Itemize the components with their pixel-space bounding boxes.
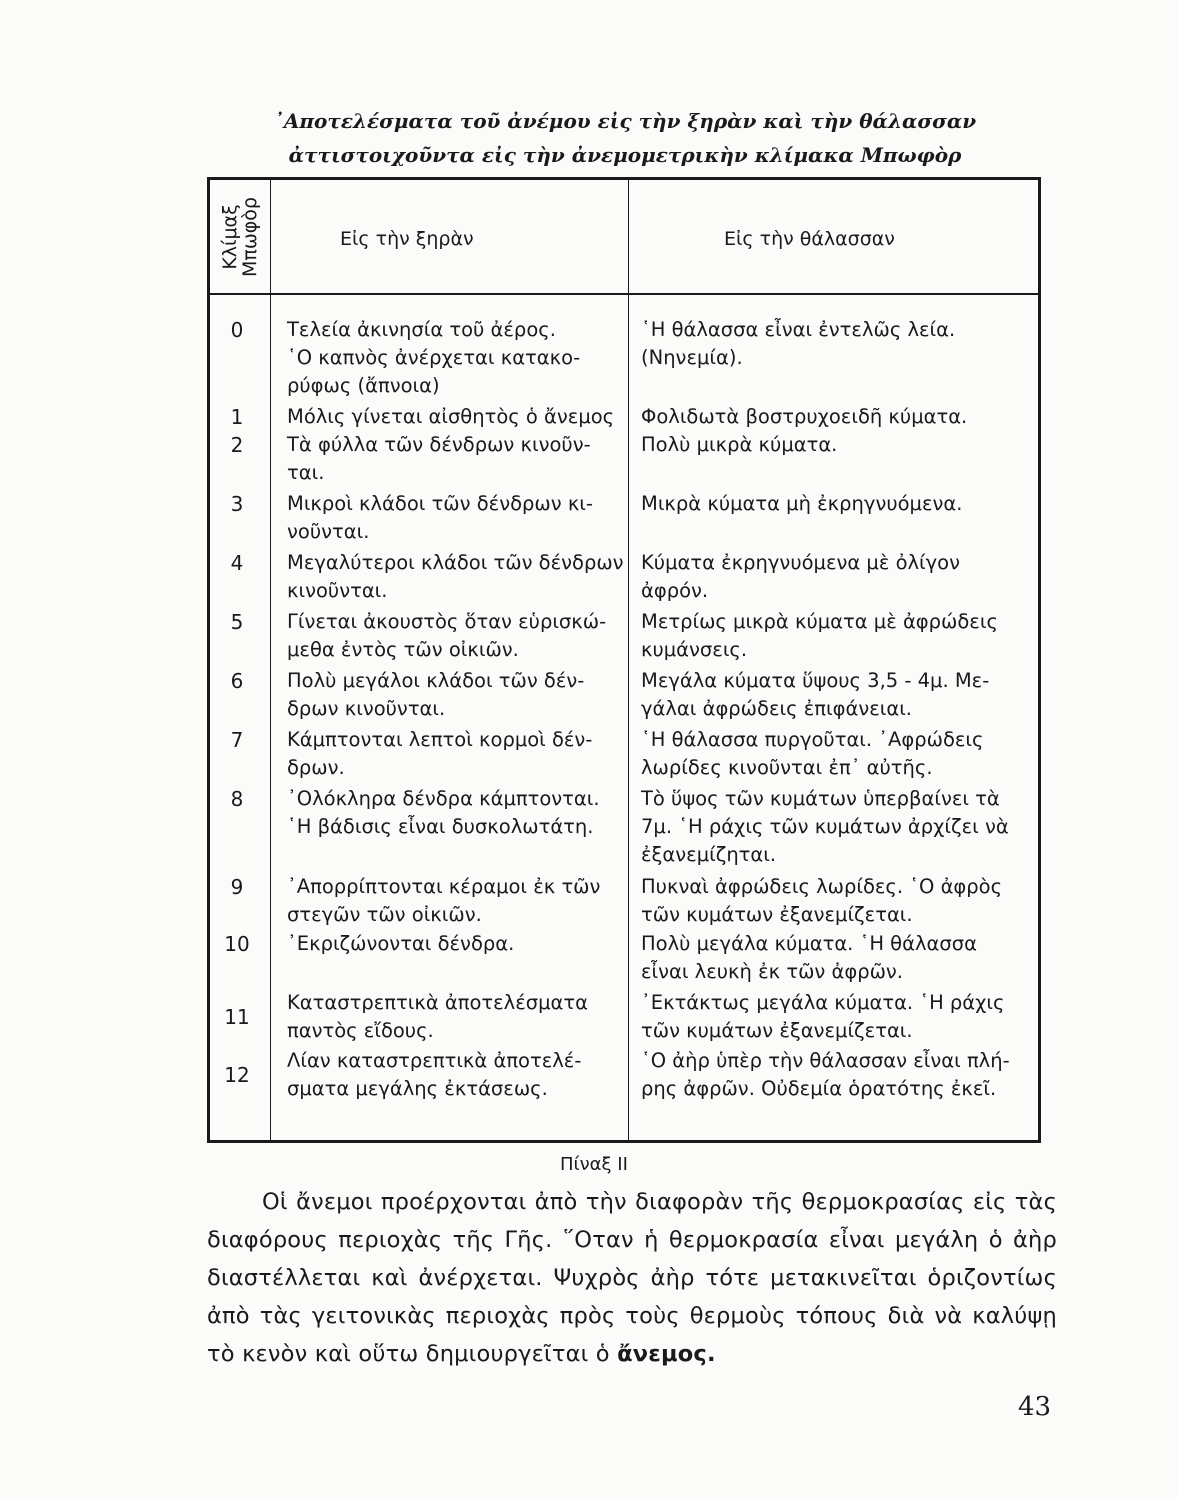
- row-land-effect: Γίνεται ἀκουστὸς ὅταν εὑρισκώ- μεθα ἐντὸς τῶν οἰκιῶν.: [287, 610, 607, 661]
- row-scale-number: 9: [230, 875, 244, 899]
- row-land-effect: ᾿Ολόκληρα δένδρα κάμπτονται. ῾Η βάδισις εἶναι δυσκολωτάτη.: [287, 787, 600, 838]
- row-sea-effect: ῾Η θάλασσα πυργοῦται. ᾿Αφρώδεις λωρίδες κινοῦνται ἐπ᾿ αὐτῆς.: [641, 728, 984, 779]
- header-scale: Κλίμαξ Μπωφὸρ: [219, 196, 261, 277]
- row-scale-number: 0: [230, 318, 244, 342]
- row-scale-number: 8: [230, 787, 244, 811]
- row-scale-number: 12: [224, 1063, 250, 1087]
- header-divider: [210, 293, 1038, 295]
- row-scale-number: 1: [230, 405, 244, 429]
- row-land-effect: Λίαν καταστρεπτικὰ ἀποτελέ- σματα μεγάλης ἐκτάσεως.: [287, 1049, 582, 1100]
- row-land-effect: Μόλις γίνεται αἰσθητὸς ὁ ἄνεμος: [287, 405, 615, 428]
- row-land-effect: Τὰ φύλλα τῶν δένδρων κινοῦν- ται.: [287, 433, 591, 484]
- row-sea-effect: Μετρίως μικρὰ κύματα μὲ ἀφρώδεις κυμάνσεις.: [641, 610, 998, 661]
- row-sea-effect: Τὸ ὕψος τῶν κυμάτων ὑπερβαίνει τὰ 7μ. ῾Η ράχις τῶν κυμάτων ἀρχίζει νὰ ἐξανεμίζηται.: [641, 787, 1009, 866]
- row-land-effect: Μεγαλύτεροι κλάδοι τῶν δένδρων κινοῦνται.: [287, 551, 624, 602]
- row-sea-effect: ῾Η θάλασσα εἶναι ἐντελῶς λεία. (Νηνεμία).: [641, 318, 956, 369]
- row-scale-number: 7: [230, 728, 244, 752]
- row-sea-effect: Πυκναὶ ἀφρώδεις λωρίδες. ῾Ο ἀφρὸς τῶν κυμάτων ἐξανεμίζεται.: [641, 875, 1003, 926]
- row-land-effect: Μικροὶ κλάδοι τῶν δένδρων κι- νοῦνται.: [287, 492, 593, 543]
- row-land-effect: Κάμπτονται λεπτοὶ κορμοὶ δέν- δρων.: [287, 728, 593, 779]
- table-title-line-2: ἀττιστοιχοῦντα εἰς τὴν ἀνεμομετρικὴν κλίμακα Μπωφὸρ: [288, 143, 962, 167]
- row-sea-effect: Κύματα ἐκρηγνυόμενα μὲ ὀλίγον ἀφρόν.: [641, 551, 961, 602]
- table-caption: Πίναξ ΙΙ: [560, 1154, 628, 1175]
- row-scale-number: 2: [230, 433, 244, 457]
- row-land-effect: ᾿Εκριζώνονται δένδρα.: [287, 932, 515, 955]
- row-sea-effect: ᾿Εκτάκτως μεγάλα κύματα. ῾Η ράχις τῶν κυμάτων ἐξανεμίζεται.: [641, 991, 1005, 1042]
- row-sea-effect: ῾Ο ἀὴρ ὑπὲρ τὴν θάλασσαν εἶναι πλή- ρης ἀφρῶν. Οὐδεμία ὁρατότης ἐκεῖ.: [641, 1049, 1010, 1100]
- row-scale-number: 6: [230, 669, 244, 693]
- header-sea: Εἰς τὴν θάλασσαν: [724, 228, 895, 250]
- row-scale-number: 5: [230, 610, 244, 634]
- row-sea-effect: Πολὺ μεγάλα κύματα. ῾Η θάλασσα εἶναι λευκὴ ἐκ τῶν ἀφρῶν.: [641, 932, 977, 983]
- paragraph-text: Οἱ ἄνεμοι προέρχονται ἀπὸ τὴν διαφορὰν τῆς θερμοκρασίας εἰς τὰς διαφόρους περιοχὰς τῆς Γῆς. ῞Οταν ἡ θερμοκρασία εἶναι μεγάλη ὁ ἀὴρ διαστέλλεται καὶ ἀνέρχεται. Ψυχρὸς ἀὴρ τότε μετακινεῖται ὁριζοντίως ἀπὸ τὰς γειτονικὰς περιοχὰς πρὸς τοὺς θερμοὺς τόπους διὰ νὰ καλύψῃ τὸ κενὸν καὶ οὕτω δημιουργεῖται ὁ: [207, 1189, 1057, 1367]
- beaufort-table: [207, 177, 1041, 1143]
- row-land-effect: Τελεία ἀκινησία τοῦ ἀέρος. ῾Ο καπνὸς ἀνέρχεται κατακο- ρύφως (ἄπνοια): [287, 318, 581, 397]
- paragraph-emphasis: ἄνεμος.: [617, 1341, 716, 1367]
- row-sea-effect: Μικρὰ κύματα μὴ ἐκρηγνυόμενα.: [641, 492, 963, 515]
- table-title-line-1: ᾿Αποτελέσματα τοῦ ἀνέμου εἰς τὴν ξηρὰν καὶ τὴν θάλασσαν: [273, 109, 977, 133]
- header-scale-cell: [210, 180, 270, 293]
- table-title: [200, 104, 1050, 172]
- row-scale-number: 4: [230, 551, 244, 575]
- column-divider: [270, 180, 271, 1140]
- row-land-effect: ᾿Απορρίπτονται κέραμοι ἐκ τῶν στεγῶν τῶν οἰκιῶν.: [287, 875, 601, 926]
- row-sea-effect: Φολιδωτὰ βοστρυχοειδῆ κύματα.: [641, 405, 968, 428]
- row-sea-effect: Πολὺ μικρὰ κύματα.: [641, 433, 838, 456]
- body-paragraph: [207, 1183, 1057, 1373]
- row-land-effect: Καταστρεπτικὰ ἀποτελέσματα παντὸς εἴδους.: [287, 991, 588, 1042]
- row-scale-number: 11: [224, 1005, 250, 1029]
- header-land: Εἰς τὴν ξηρὰν: [340, 228, 474, 250]
- row-land-effect: Πολὺ μεγάλοι κλάδοι τῶν δέν- δρων κινοῦνται.: [287, 669, 585, 720]
- row-sea-effect: Μεγάλα κύματα ὕψους 3,5 - 4μ. Με- γάλαι ἀφρώδεις ἐπιφάνειαι.: [641, 669, 990, 720]
- row-scale-number: 10: [224, 932, 250, 956]
- page-number: 43: [1018, 1392, 1052, 1422]
- row-scale-number: 3: [230, 492, 244, 516]
